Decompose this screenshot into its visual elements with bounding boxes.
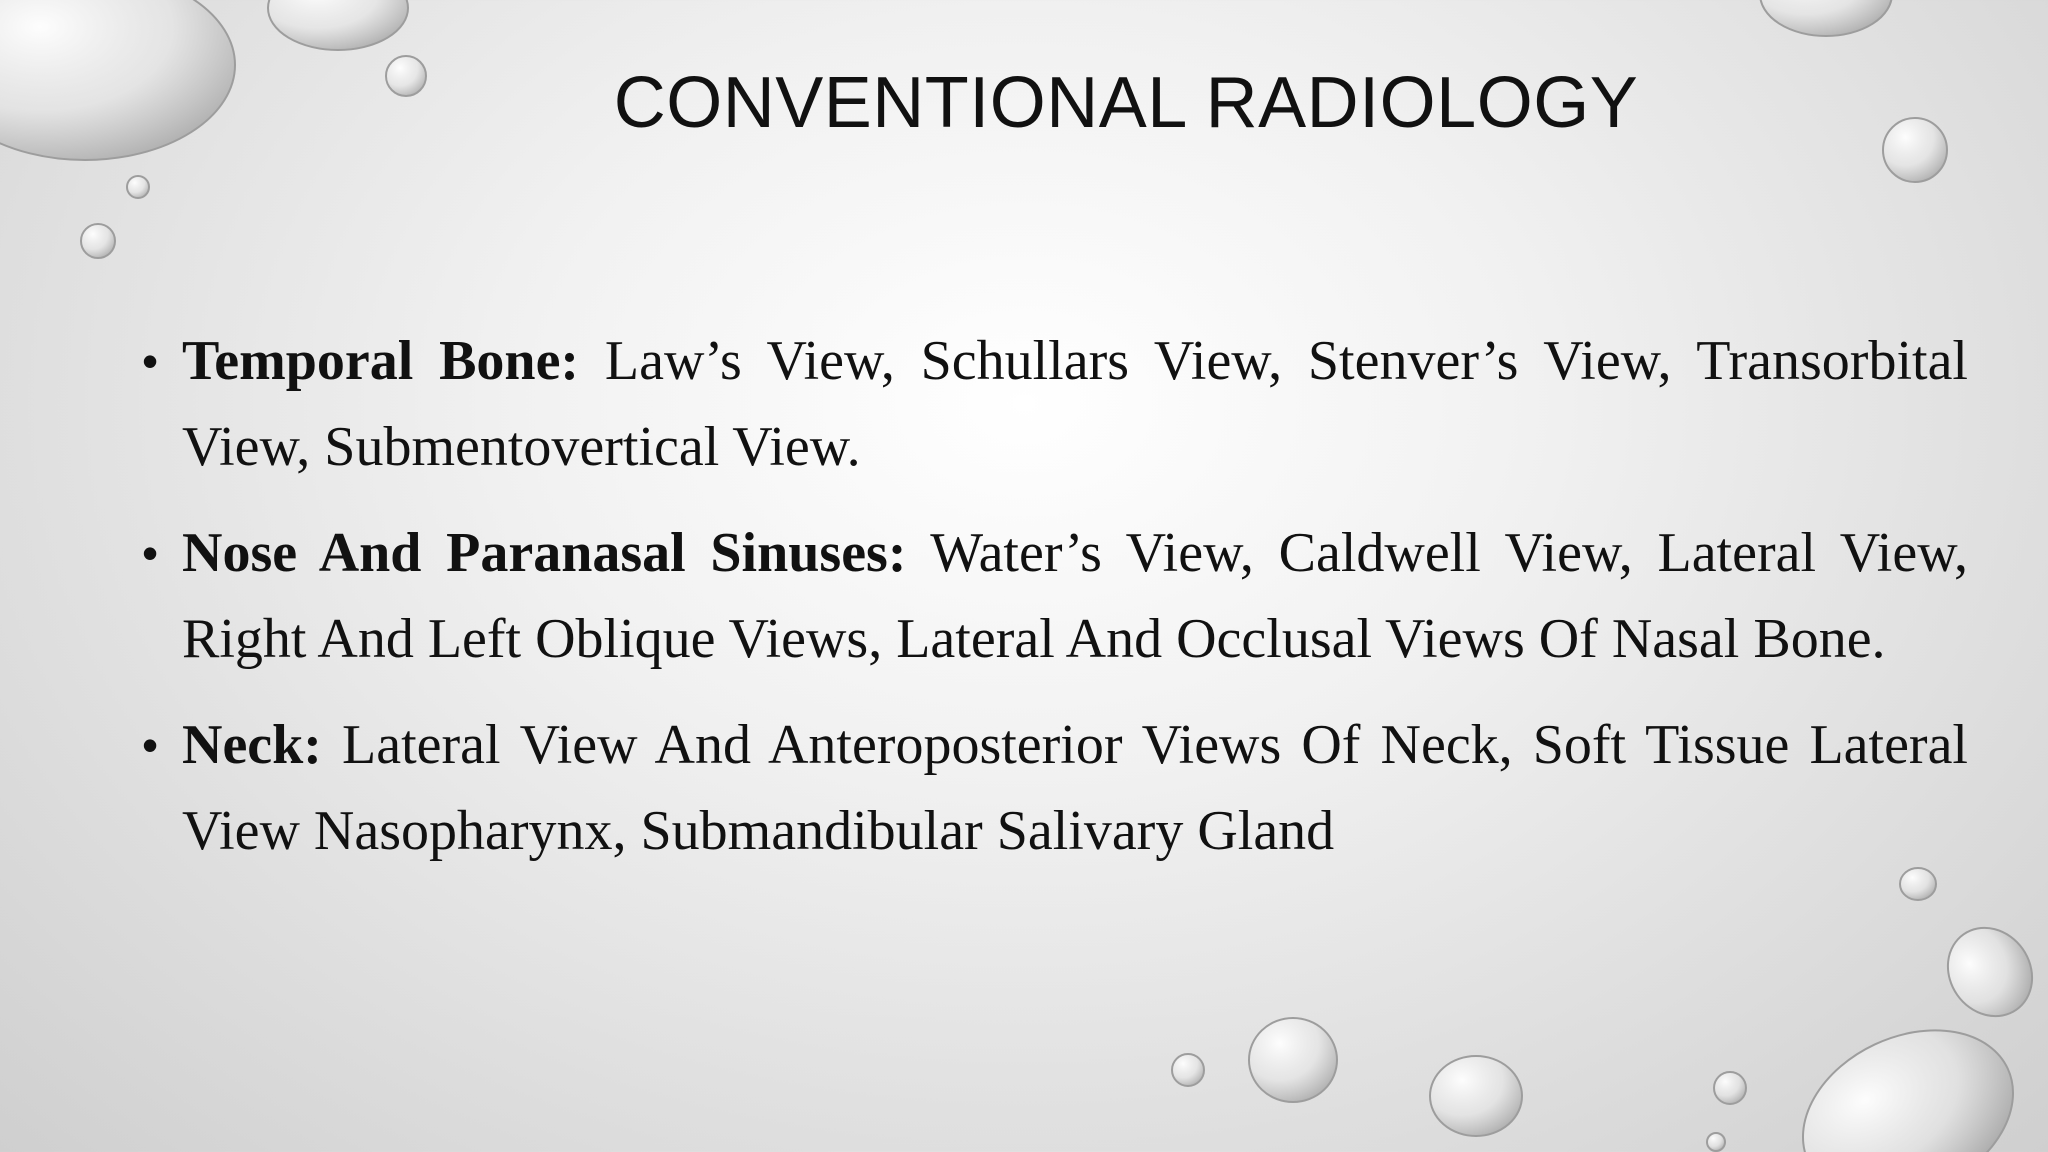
bullet-icon: • xyxy=(142,335,159,387)
item-term: Neck: xyxy=(182,714,322,776)
slide-title: CONVENTIONAL RADIOLOGY xyxy=(613,63,1639,143)
bullet-icon: • xyxy=(142,719,159,771)
list-item xyxy=(142,510,1968,682)
droplet xyxy=(1249,1018,1337,1102)
item-text: Water’s View, Caldwell View, Lateral View, Right And Left Oblique Views, Lateral And Occlusal Views Of Nasal Bone. xyxy=(182,522,1969,670)
list-item xyxy=(142,702,1968,874)
bullet-list xyxy=(142,318,1968,894)
item-term: Temporal Bone: xyxy=(182,330,580,392)
item-term: Nose And Paranasal Sinuses: xyxy=(182,522,907,584)
droplet xyxy=(1430,1056,1522,1136)
droplet xyxy=(1172,1054,1204,1086)
droplet xyxy=(81,224,115,258)
bullet-icon: • xyxy=(142,527,159,579)
droplet xyxy=(1775,998,2040,1152)
item-text: Law’s View, Schullars View, Stenver’s View, Transorbital View, Submentovertical View. xyxy=(182,330,1968,478)
droplet xyxy=(127,176,149,198)
droplet xyxy=(1760,0,1892,36)
droplet xyxy=(1714,1072,1746,1104)
droplet xyxy=(268,0,408,50)
droplet xyxy=(1931,911,2048,1032)
droplet xyxy=(1707,1133,1725,1151)
list-item xyxy=(142,318,1968,490)
item-text: Lateral View And Anteroposterior Views Of Neck, Soft Tissue Lateral View Nasopharynx, Submandibular Salivary Gland xyxy=(182,714,1968,862)
